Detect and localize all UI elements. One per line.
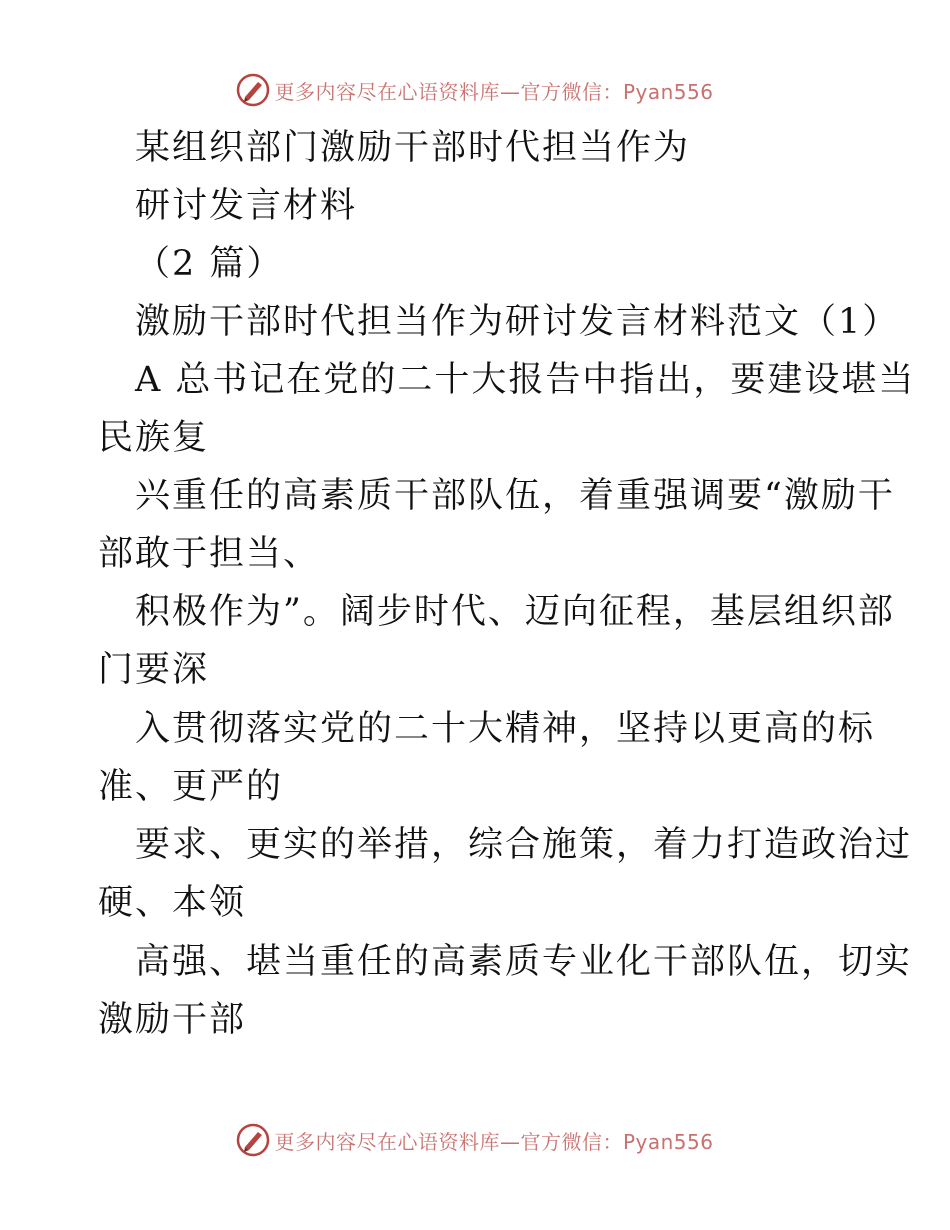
document-title-line-2: 研讨发言材料 — [135, 186, 358, 226]
paragraph-line: 高强、堪当重任的高素质专业化干部队伍，切实 — [135, 942, 913, 982]
document-title-count: （2 篇） — [135, 244, 284, 284]
paragraph-line: 门要深 — [98, 650, 210, 690]
paragraph-line: 准、更严的 — [98, 767, 284, 807]
watermark-banner-bottom — [0, 1120, 950, 1160]
paragraph-line: 部敢于担当、 — [98, 534, 321, 574]
paragraph-line: 激励干部 — [98, 1000, 247, 1040]
watermark-text-top: 更多内容尽在心语资料库—官方微信：Pyan556 — [274, 79, 714, 104]
paragraph-line: A 总书记在党的二十大报告中指出，要建设堪当 — [135, 360, 916, 400]
watermark-banner-top — [0, 70, 950, 110]
document-title-line-1: 某组织部门激励干部时代担当作为 — [135, 128, 691, 168]
paragraph-line: 要求、更实的举措，综合施策，着力打造政治过 — [135, 825, 913, 865]
paragraph-line: 硬、本领 — [98, 883, 247, 923]
paragraph-line: 兴重任的高素质干部队伍，着重强调要“激励干 — [135, 476, 895, 516]
section-heading: 激励干部时代担当作为研讨发言材料范文（1） — [135, 302, 900, 342]
paragraph-line: 积极作为”。阔步时代、迈向征程，基层组织部 — [135, 592, 895, 632]
pen-logo-icon — [236, 1123, 270, 1157]
paragraph-line: 入贯彻落实党的二十大精神，坚持以更高的标 — [135, 709, 876, 749]
paragraph-line: 民族复 — [98, 418, 210, 458]
watermark-text-bottom: 更多内容尽在心语资料库—官方微信：Pyan556 — [274, 1129, 714, 1154]
pen-logo-icon — [236, 73, 270, 107]
